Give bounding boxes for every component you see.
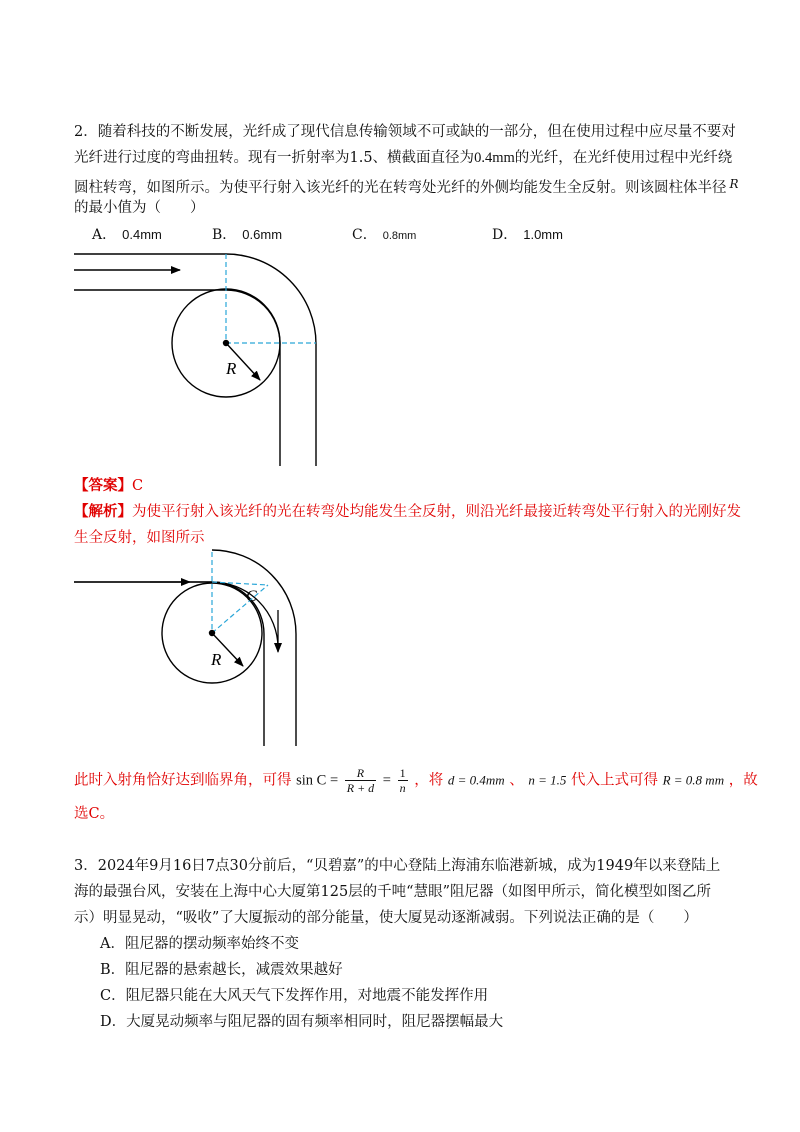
- option-letter: B．: [212, 227, 237, 243]
- radius-label: R: [211, 650, 222, 669]
- result-sep: 、: [509, 772, 524, 789]
- q3-option-b[interactable]: B．阻尼器的悬索越长，减震效果越好: [100, 962, 343, 978]
- formula-sin: sin C =: [296, 772, 339, 789]
- answer-line: [74, 476, 143, 496]
- result-text-b: ，将: [414, 772, 444, 789]
- fraction-numerator: 1: [399, 766, 406, 780]
- option-value: 0.8mm: [382, 230, 417, 242]
- option-letter: A．: [92, 227, 117, 243]
- q2-fiber-figure: [70, 248, 330, 470]
- answer-label: 【答案】: [74, 477, 132, 494]
- analysis-result-line-2: 选C。: [74, 806, 115, 822]
- answer-value: C: [132, 478, 144, 494]
- dashed-guides: [226, 254, 316, 343]
- formula-n: n = 1.5: [528, 772, 567, 788]
- q2-line-2a: 光纤进行过度的弯曲扭转。现有一折射率为1.5、横截面直径为: [74, 150, 475, 166]
- option-value: 0.6mm: [242, 227, 283, 242]
- q2-option-d[interactable]: [492, 224, 563, 244]
- q2-line-3: [74, 174, 739, 198]
- formula-d: d = 0.4mm: [447, 772, 505, 788]
- q2-option-a[interactable]: [92, 224, 162, 244]
- q3-option-c[interactable]: C．阻尼器只能在大风天气下发挥作用，对地震不能发挥作用: [100, 988, 489, 1004]
- q2-line-3a: 圆柱转弯，如图所示。为使平行射入该光纤的光在转弯处光纤的外侧均能发生全反射。则该圆柱体半径: [74, 180, 727, 196]
- option-value: 0.4mm: [122, 227, 162, 242]
- fiber-outline: [74, 254, 316, 466]
- formula-eq: =: [382, 772, 391, 789]
- fraction-denominator: n: [399, 781, 406, 795]
- fraction-r-over-rd: [345, 766, 376, 795]
- option-letter: C．: [352, 227, 377, 243]
- option-value: 1.0mm: [523, 227, 563, 242]
- fraction-denominator: R + d: [346, 781, 375, 795]
- result-text-d: ，故: [728, 772, 758, 789]
- radius-label: R: [226, 359, 237, 378]
- analysis-label: 【解析】: [74, 503, 132, 520]
- critical-angle-label: C: [246, 588, 257, 605]
- analysis-fiber-figure: [70, 545, 310, 750]
- q3-line-1: 3．2024年9月16日7点30分前后，“贝碧嘉”的中心登陆上海浦东临港新城，成为1949年以来登陆上: [74, 858, 721, 874]
- option-letter: D．: [492, 227, 518, 243]
- q2-radius-symbol: R: [729, 177, 739, 191]
- q2-line-2: [74, 148, 732, 168]
- q2-option-c[interactable]: [352, 224, 416, 244]
- analysis-result-line: [74, 766, 758, 795]
- q2-diameter: 0.4mm: [474, 150, 515, 166]
- formula-r: R = 0.8 mm: [662, 772, 725, 788]
- q2-option-b[interactable]: [212, 224, 282, 244]
- analysis-text-1: 为使平行射入该光纤的光在转弯处均能发生全反射，则沿光纤最接近转弯处平行射入的光刚好发: [132, 504, 741, 520]
- analysis-line-2: 生全反射，如图所示: [74, 530, 205, 546]
- q3-line-3: 示）明显晃动，“吸收”了大厦振动的部分能量，使大厦晃动逐渐减弱。下列说法正确的是（ ）: [74, 910, 698, 926]
- q2-line-4: 的最小值为（ ）: [74, 200, 205, 216]
- fraction-one-over-n: [398, 766, 408, 795]
- result-text-c: 代入上式可得: [570, 772, 658, 789]
- q2-line-1: 2．随着科技的不断发展，光纤成了现代信息传输领域不可或缺的一部分，但在使用过程中应尽量不要对: [74, 124, 736, 140]
- fiber-outline: [74, 550, 296, 746]
- analysis-line-1: [74, 502, 741, 522]
- q2-line-2b: 的光纤，在光纤使用过程中光纤绕: [514, 150, 733, 166]
- result-text-a: 此时入射角恰好达到临界角，可得: [74, 772, 292, 789]
- q3-option-d[interactable]: D．大厦晃动频率与阻尼器的固有频率相同时，阻尼器摆幅最大: [100, 1014, 504, 1030]
- q3-option-a[interactable]: A．阻尼器的摆动频率始终不变: [100, 936, 299, 952]
- fraction-numerator: R: [345, 766, 376, 781]
- q3-line-2: 海的最强台风，安装在上海中心大厦第125层的千吨“慧眼”阻尼器（如图甲所示，简化模型如图乙所: [74, 884, 711, 900]
